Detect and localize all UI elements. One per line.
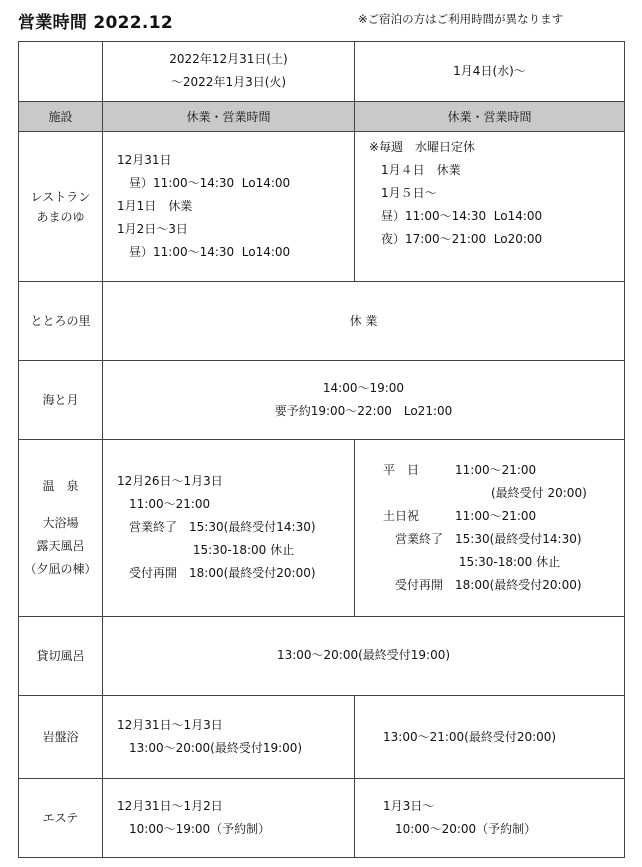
- row-onsen: [19, 439, 625, 616]
- facility-name-line: あまのゆ: [36, 209, 85, 224]
- facility-kashikiri: 貸切風呂: [19, 616, 103, 696]
- hours-table: [18, 41, 625, 858]
- guest-note: ※ご宿泊の方はご利用時間が異なります: [358, 12, 564, 26]
- hours-line: ※毎週 水曜日定休: [369, 139, 476, 154]
- hours-line: 15:30-18:00 休止: [117, 543, 295, 558]
- onsen-col1: [103, 439, 355, 616]
- page-title: 営業時間 2022.12: [18, 13, 173, 33]
- row-umi: [19, 361, 625, 440]
- esthe-col1: [103, 779, 355, 858]
- hours-line: 営業終了 15:30(最終受付14:30): [117, 520, 316, 535]
- hours-line: 土日祝 11:00～21:00: [383, 508, 537, 523]
- esthe-col2: [355, 779, 625, 858]
- header-col1: 休業・営業時間: [103, 101, 355, 131]
- facility-name-line: 露天風呂: [36, 538, 85, 553]
- hours-line: 要予約19:00～22:00 Lo21:00: [274, 403, 453, 418]
- hours-line: (最終受付 20:00): [383, 485, 587, 500]
- hours-line: 12月31日: [117, 153, 172, 168]
- row-restaurant: [19, 131, 625, 281]
- hours-line: 昼）11:00～14:30 Lo14:00: [117, 245, 291, 260]
- facility-name-line: 温 泉: [42, 478, 79, 493]
- hours-line: 12月31日～1月2日: [117, 799, 223, 814]
- header-facility: 施設: [19, 101, 103, 131]
- hours-line: 夜）17:00～21:00 Lo20:00: [369, 231, 543, 246]
- hours-line: 12月31日～1月3日: [117, 718, 223, 733]
- period-corner-cell: [19, 42, 103, 102]
- row-kashikiri: [19, 616, 625, 696]
- hours-line: 12月26日～1月3日: [117, 474, 223, 489]
- hours-line: 1月５日～: [369, 185, 437, 200]
- hours-line: 14:00～19:00: [322, 380, 405, 395]
- hours-line: 1月3日～: [383, 799, 435, 814]
- ganban-col1: [103, 696, 355, 779]
- facility-umi: 海と月: [19, 361, 103, 440]
- facility-onsen: [19, 439, 103, 616]
- hours-line: 15:30-18:00 休止: [383, 554, 561, 569]
- facility-todoro: ととろの里: [19, 282, 103, 361]
- hours-line: 営業終了 15:30(最終受付14:30): [383, 531, 582, 546]
- facility-name-line: 大浴場: [42, 515, 79, 530]
- row-esthe: [19, 779, 625, 858]
- header-row: [19, 101, 625, 131]
- hours-line: 1月４日 休業: [369, 162, 461, 177]
- hours-line: 受付再開 18:00(最終受付20:00): [383, 577, 582, 592]
- row-todoro: [19, 282, 625, 361]
- restaurant-col2: [355, 131, 625, 281]
- facility-name-line: レストラン: [30, 189, 91, 204]
- facility-esthe: エステ: [19, 779, 103, 858]
- todoro-hours: 休 業: [103, 282, 625, 361]
- onsen-col2: [355, 439, 625, 616]
- period-col2: 1月4日(水)～: [355, 42, 625, 102]
- facility-name-line: （夕凪の棟）: [24, 561, 97, 576]
- hours-line: 10:00～19:00（予約制）: [117, 822, 271, 837]
- hours-line: 昼）11:00～14:30 Lo14:00: [117, 176, 291, 191]
- hours-line: 13:00～21:00(最終受付20:00): [383, 729, 557, 744]
- period-row: [19, 42, 625, 102]
- period-col1: [103, 42, 355, 102]
- hours-line: 受付再開 18:00(最終受付20:00): [117, 566, 316, 581]
- hours-line: 10:00～20:00（予約制）: [383, 822, 537, 837]
- hours-line: 昼）11:00～14:30 Lo14:00: [369, 208, 543, 223]
- kashikiri-hours: 13:00～20:00(最終受付19:00): [103, 616, 625, 696]
- hours-line: 11:00～21:00: [117, 497, 211, 512]
- umi-hours: [103, 361, 625, 440]
- ganban-col2: [355, 696, 625, 779]
- hours-line: 平 日 11:00～21:00: [383, 462, 537, 477]
- period-col1-line2: ～2022年1月3日(火): [170, 75, 287, 90]
- row-ganban: [19, 696, 625, 779]
- hours-line: 1月1日 休業: [117, 199, 193, 214]
- header-col2: 休業・営業時間: [355, 101, 625, 131]
- period-col1-line1: 2022年12月31日(土): [169, 52, 288, 67]
- hours-line: 1月2日～3日: [117, 222, 188, 237]
- restaurant-col1: [103, 131, 355, 281]
- hours-line: 13:00～20:00(最終受付19:00): [117, 741, 303, 756]
- facility-ganban: 岩盤浴: [19, 696, 103, 779]
- facility-restaurant: [19, 131, 103, 281]
